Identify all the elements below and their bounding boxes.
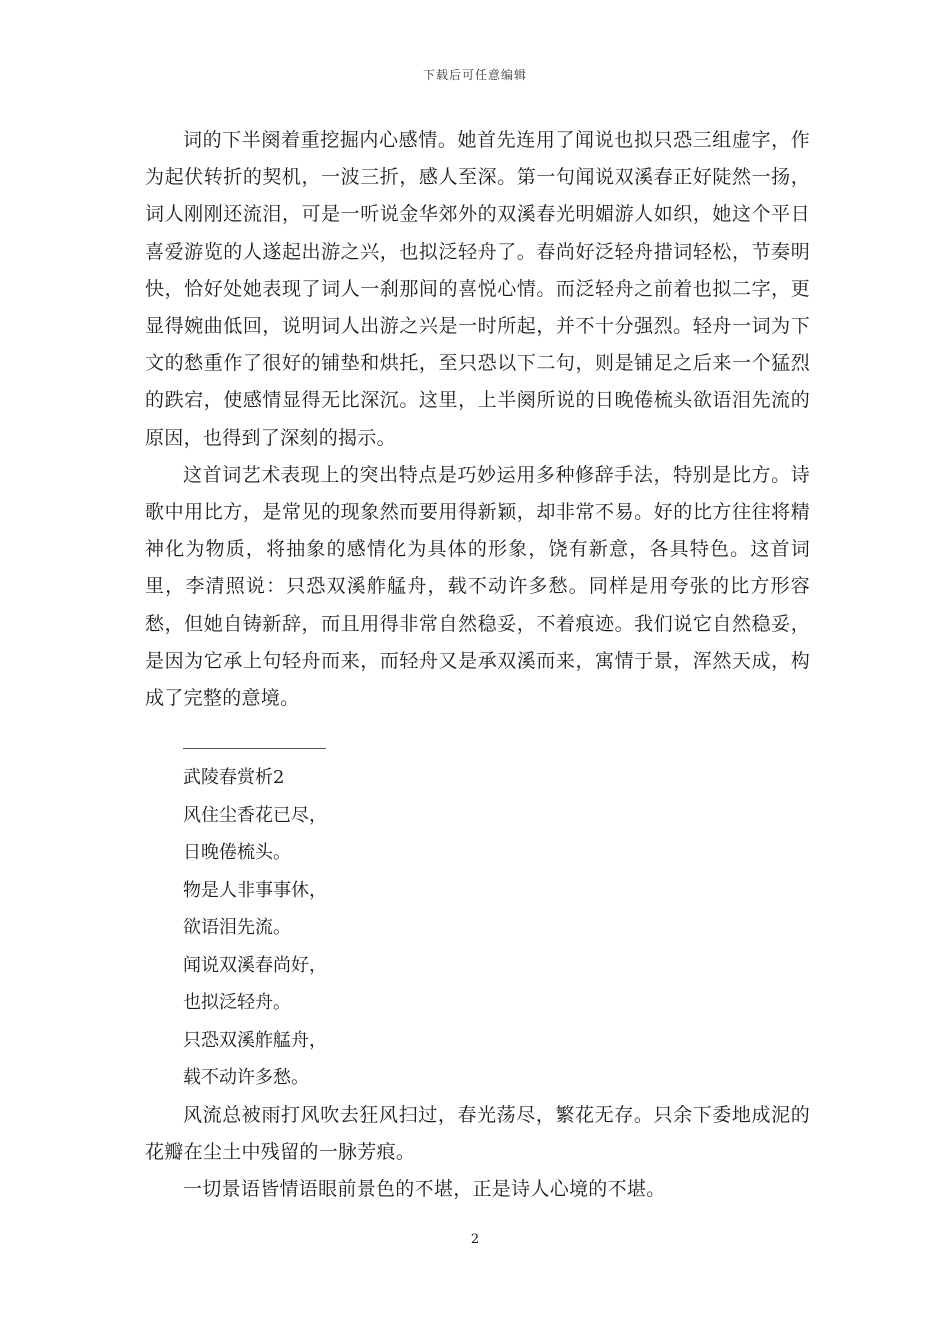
poem-line: 载不动许多愁。 xyxy=(183,1067,309,1089)
poem-line: 风住尘香花已尽， xyxy=(183,804,327,826)
body-paragraph: 风流总被雨打风吹去狂风扫过，春光荡尽，繁花无存。只余下委地成泥的花瓣在尘土中残留的一脉芳痕。 xyxy=(145,1103,810,1163)
poem-line: 也拟泛轻舟。 xyxy=(183,992,291,1014)
body-paragraph: 一切景语皆情语眼前景色的不堪，正是诗人心境的不堪。 xyxy=(183,1178,666,1201)
section-divider xyxy=(183,748,326,749)
body-paragraph: 这首词艺术表现上的突出特点是巧妙运用多种修辞手法，特别是比方。诗歌中用比方，是常见的现象然而要用得新颖，却非常不易。好的比方往往将精神化为物质，将抽象的感情化为具体的形象，饶有新意，各具特色。这首词里，李清照说：只恐双溪舴艋舟，载不动许多愁。同样是用夸张的比方形容愁，但她自铸新辞，而且用得非常自然稳妥，不着痕迹。我们说它自然稳妥，是因为它承上句轻舟而来，而轻舟又是承双溪而来，寓情于景，浑然天成，构成了完整的意境。 xyxy=(145,463,810,710)
page-number: 2 xyxy=(470,1232,480,1247)
document-body xyxy=(145,122,810,1208)
poem-line: 物是人非事事休， xyxy=(183,879,327,901)
body-paragraph: 词的下半阕着重挖掘内心感情。她首先连用了闻说也拟只恐三组虚字，作为起伏转折的契机，一波三折，感人至深。第一句闻说双溪春正好陡然一扬，词人刚刚还流泪，可是一听说金华郊外的双溪春光明媚游人如织，她这个平日喜爱游览的人遂起出游之兴，也拟泛轻舟了。春尚好泛轻舟措词轻松，节奏明快，恰好处她表现了词人一刹那间的喜悦心情。而泛轻舟之前着也拟二字，更显得婉曲低回，说明词人出游之兴是一时所起，并不十分强烈。轻舟一词为下文的愁重作了很好的铺垫和烘托，至只恐以下二句，则是铺足之后来一个猛烈的跌宕，使感情显得无比深沉。这里，上半阕所说的日晚倦梳头欲语泪先流的原因，也得到了深刻的揭示。 xyxy=(145,129,810,449)
page-header: 下载后可任意编辑 xyxy=(422,68,527,82)
poem-block xyxy=(145,759,810,1097)
poem-line: 只恐双溪舴艋舟， xyxy=(183,1029,327,1051)
poem-title: 武陵春赏析2 xyxy=(183,767,285,789)
poem-line: 欲语泪先流。 xyxy=(183,917,291,939)
poem-line: 闻说双溪春尚好， xyxy=(183,954,327,976)
poem-line: 日晚倦梳头。 xyxy=(183,842,291,864)
